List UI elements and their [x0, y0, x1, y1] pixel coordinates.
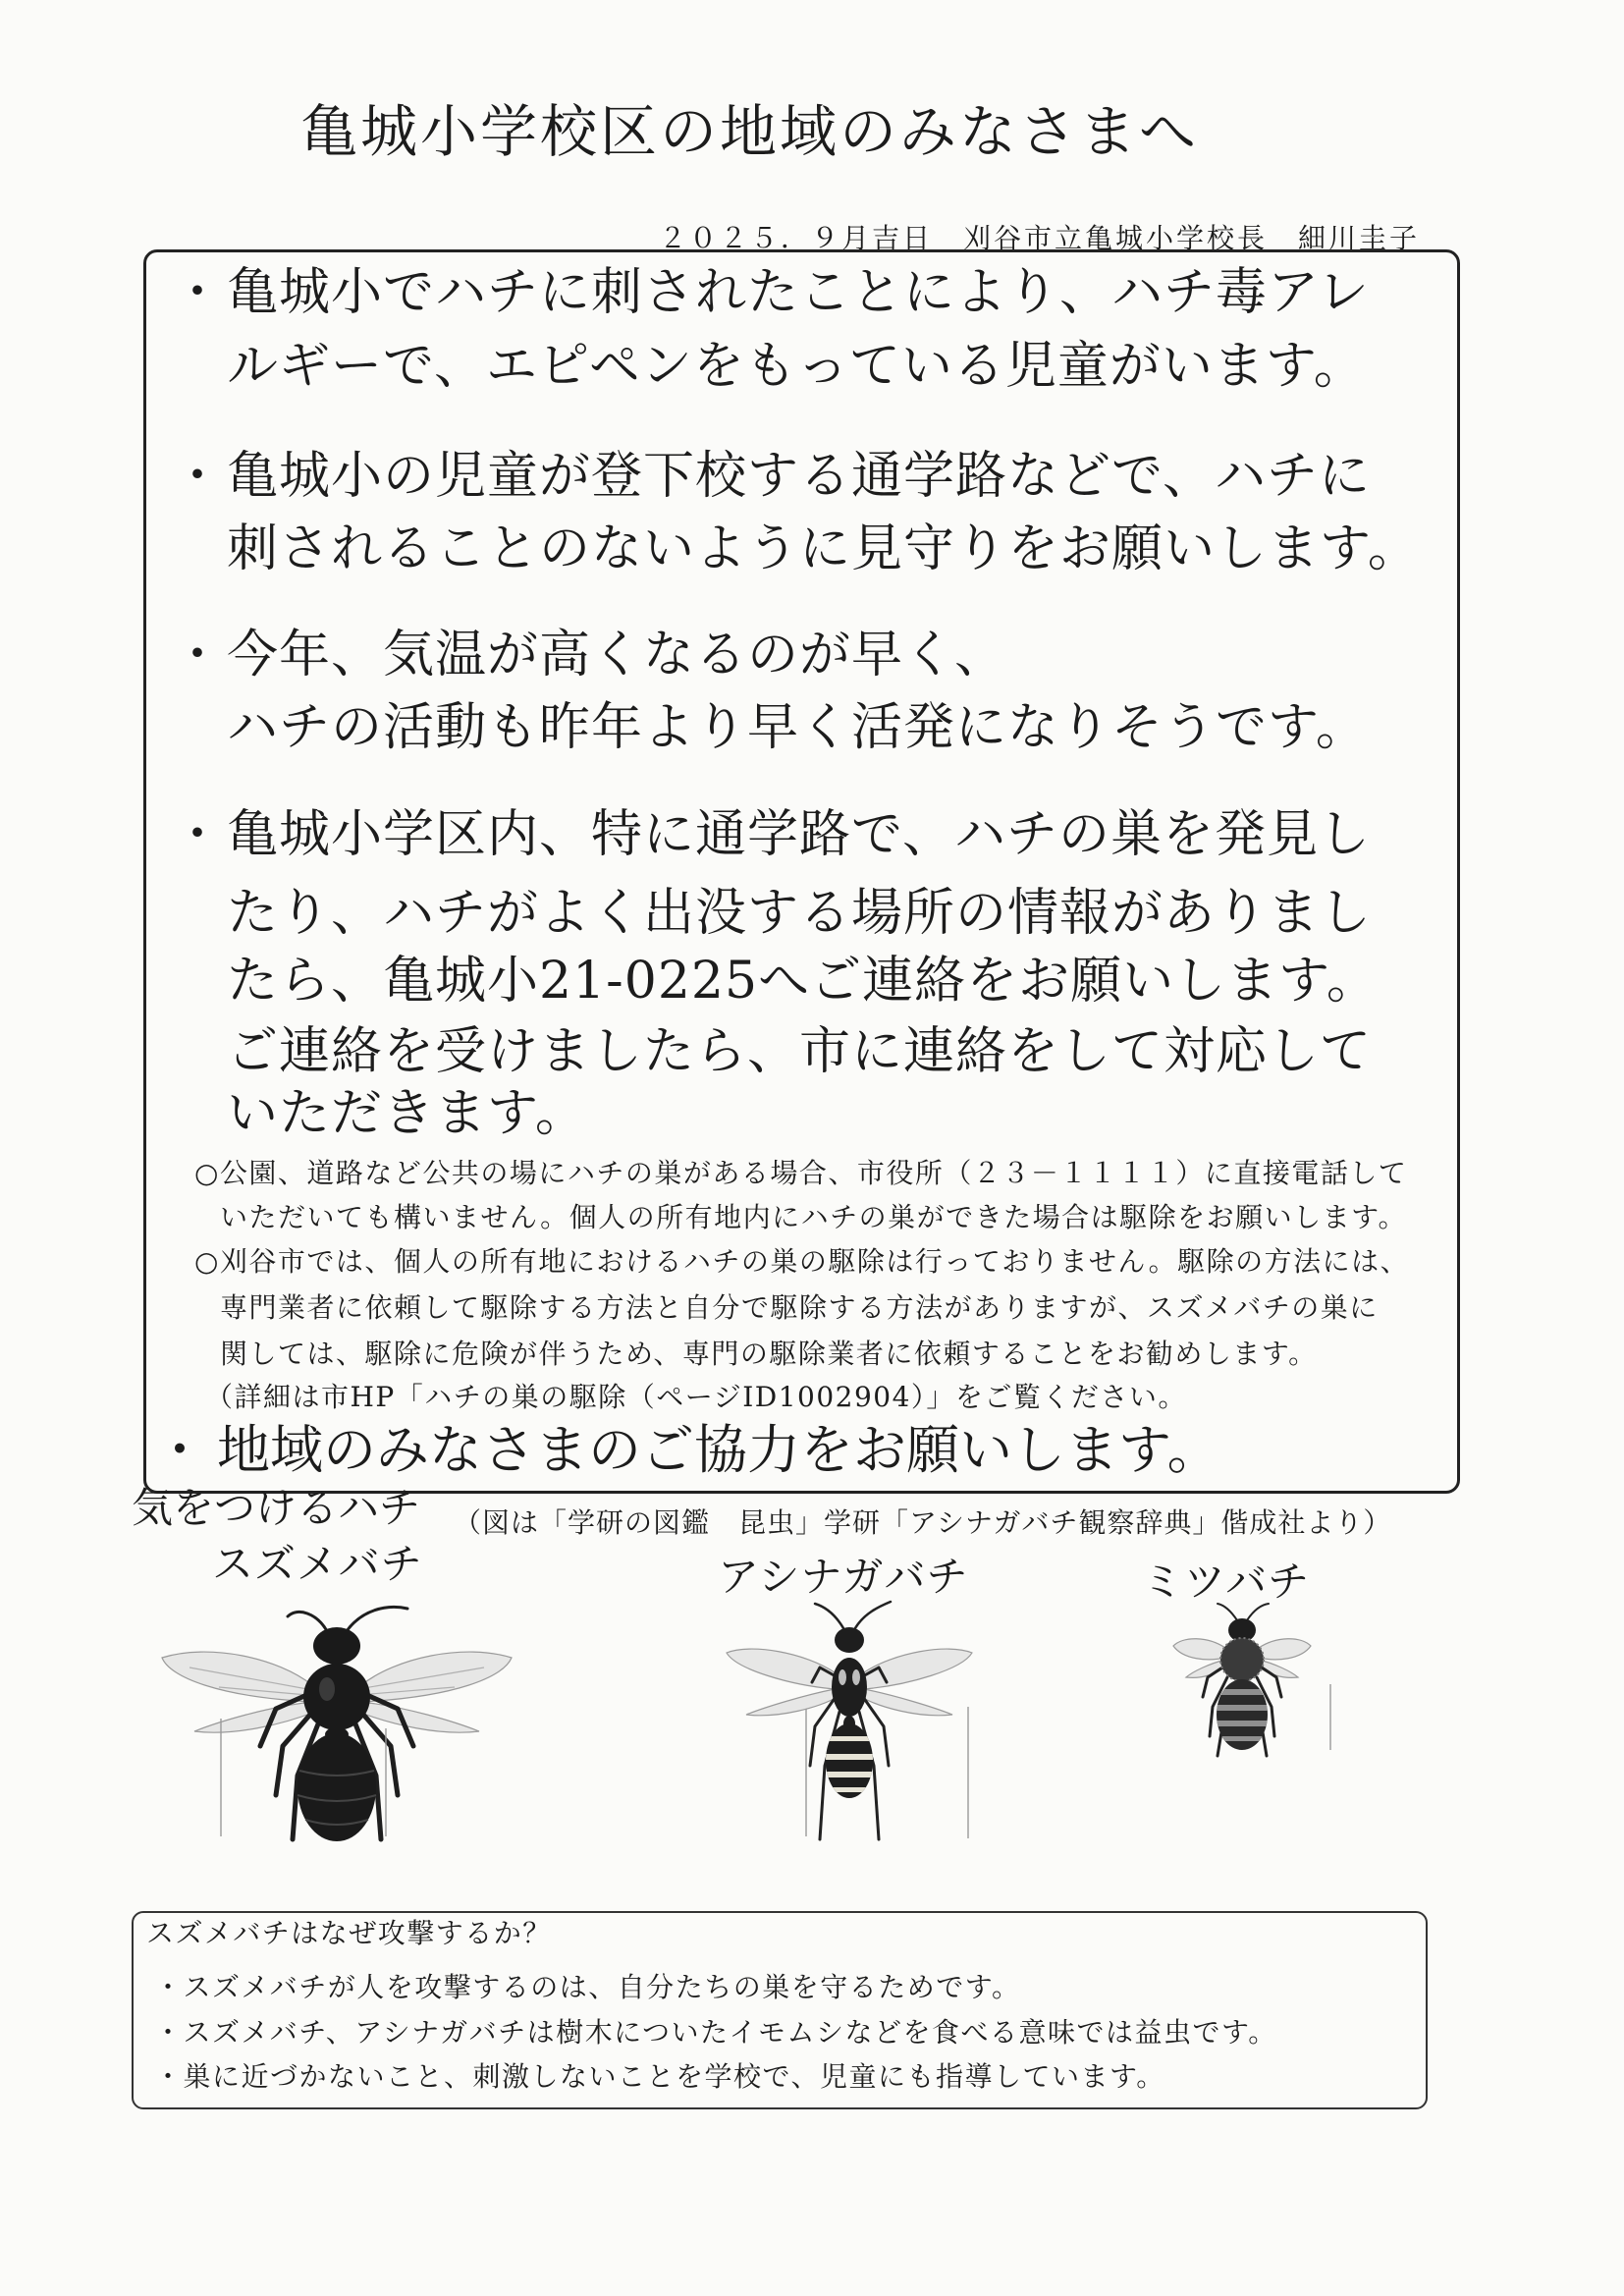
- page-title: 亀城小学校区の地域のみなさまへ: [300, 98, 1200, 165]
- hornet-antennae: [288, 1607, 407, 1631]
- paper-wasp-antennae: [815, 1602, 891, 1628]
- paper-wasp-label: アシナガバチ: [718, 1553, 969, 1601]
- paper-wasp-image: [722, 1599, 977, 1849]
- note-line: （詳細は市HP「ハチの巣の駆除（ページID1002904）」をご覧ください。: [205, 1381, 1187, 1413]
- info-item: ・スズメバチ、アシナガバチは樹木についたイモムシなどを食べる意味では益虫です。: [154, 2016, 1277, 2049]
- pin-line: [805, 1709, 807, 1836]
- honeybee-body: [1213, 1618, 1272, 1750]
- bullet-mark: ・: [172, 263, 224, 322]
- notice-line: 刺されることのないように見守りをお願いします。: [227, 519, 1420, 578]
- dateline: ２０２５．９月吉日 刈谷市立亀城小学校長 細川圭子: [659, 222, 1421, 254]
- pin-line: [385, 1728, 387, 1836]
- pin-line: [1329, 1684, 1331, 1750]
- bullet-mark: ・: [172, 447, 224, 506]
- notice-line: ご連絡を受けましたら、市に連絡をして対応して: [227, 1022, 1373, 1081]
- note-line: ○公園、道路など公共の場にハチの巣がある場合、市役所（２３－１１１１）に直接電話して: [194, 1157, 1408, 1189]
- notice-line: ハチの活動も昨年より早く活発になりそうです。: [227, 698, 1368, 757]
- hornet-label: スズメバチ: [212, 1540, 423, 1588]
- notice-line: 今年、気温が高くなるのが早く、: [227, 626, 1006, 684]
- notice-line: 亀城小でハチに刺されたことにより、ハチ毒アレ: [227, 263, 1370, 322]
- note-line: ○刈谷市では、個人の所有地におけるハチの巣の駆除は行っておりません。駆除の方法には、: [194, 1245, 1410, 1278]
- wasps-heading: 気をつけるハチ: [132, 1484, 421, 1532]
- notice-line: 亀城小学区内、特に通学路で、ハチの巣を発見し: [227, 805, 1371, 864]
- notice-line: 亀城小の児童が登下校する通学路などで、ハチに: [227, 447, 1371, 506]
- info-item: ・巣に近づかないこと、刺激しないことを学校で、児童にも指導しています。: [154, 2060, 1165, 2093]
- paper-wasp-body: [820, 1627, 879, 1798]
- pin-line: [967, 1707, 969, 1838]
- info-item: ・スズメバチが人を攻撃するのは、自分たちの巣を守るためです。: [154, 1971, 1021, 2003]
- honeybee-antennae: [1218, 1604, 1269, 1620]
- note-line: 関しては、駆除に危険が伴うため、専門の駆除業者に依頼することをお勧めします。: [220, 1338, 1318, 1370]
- pin-line: [220, 1719, 222, 1836]
- notice-line: たら、亀城小21-0225へご連絡をお願いします。: [227, 952, 1379, 1011]
- closing-line: 地域のみなさまのご協力をお願いします。: [217, 1419, 1220, 1481]
- note-line: 専門業者に依頼して駆除する方法と自分で駆除する方法がありますが、スズメバチの巣に: [220, 1291, 1379, 1324]
- info-heading: スズメバチはなぜ攻撃するか？: [146, 1917, 552, 1949]
- bullet-mark: ・: [172, 626, 224, 684]
- honeybee-label: ミツバチ: [1142, 1558, 1311, 1606]
- honeybee-image: [1168, 1599, 1316, 1766]
- notice-line: たり、ハチがよく出没する場所の情報がありまし: [227, 884, 1373, 943]
- notice-line: いただきます。: [227, 1084, 587, 1143]
- hornet-body: [298, 1627, 376, 1841]
- bullet-mark: ・: [172, 805, 224, 864]
- hornet-image: [150, 1599, 523, 1849]
- bullet-mark: ・: [153, 1419, 206, 1481]
- figure-source: （図は「学研の図鑑 昆虫」学研「アシナガバチ観察辞典」偕成社より）: [454, 1506, 1392, 1539]
- note-line: いただいても構いません。個人の所有地内にハチの巣ができた場合は駆除をお願いします。: [220, 1201, 1407, 1233]
- notice-line: ルギーで、エピペンをもっている児童がいます。: [227, 337, 1366, 396]
